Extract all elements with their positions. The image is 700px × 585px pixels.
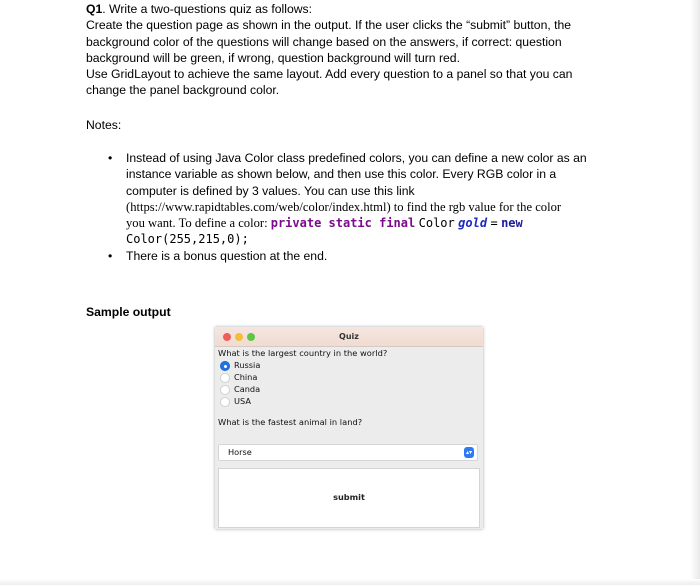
code-keyword: private static final <box>270 216 416 231</box>
question-line: background will be green, if wrong, question background will turn red. <box>86 50 460 65</box>
code-variable: gold <box>458 216 488 231</box>
option-label: Canda <box>234 384 261 394</box>
note-line-text: you want. To define a color: <box>126 216 271 231</box>
page-edge-shadow <box>690 0 700 585</box>
notes-label: Notes: <box>86 118 122 132</box>
note-code-line <box>126 215 608 231</box>
note-line: instance variable as shown below, and then use this color. Every RGB color in a <box>126 167 557 182</box>
radio-icon[interactable] <box>220 385 230 395</box>
code-operator: = <box>490 216 498 231</box>
option-label: China <box>234 372 258 382</box>
question-panel-1 <box>215 347 483 415</box>
list-item <box>108 150 608 248</box>
question-heading <box>86 1 606 17</box>
answer-combobox[interactable] <box>218 444 478 461</box>
sample-output-label: Sample output <box>86 305 171 319</box>
radio-icon[interactable] <box>220 373 230 383</box>
question-intro: . Write a two-questions quiz as follows: <box>102 2 313 16</box>
code-new: new <box>501 216 523 231</box>
note-line: computer is defined by 3 values. You can use this link <box>126 183 415 198</box>
question-line: Create the question page as shown in the output. If the user clicks the “submit” button, the <box>86 18 572 33</box>
chevron-updown-icon[interactable]: ▴▾ <box>465 449 473 456</box>
bullet-icon: • <box>108 248 113 263</box>
question-line: background color of the questions will change based on the answers, if correct: question <box>86 34 562 49</box>
note-line: There is a bonus question at the end. <box>126 248 328 263</box>
notes-list <box>108 150 608 264</box>
submit-button[interactable]: submit <box>218 468 480 528</box>
question-1-text: What is the largest country in the world? <box>218 348 388 358</box>
question-2-text: What is the fastest animal in land? <box>218 417 363 427</box>
radio-selected-icon[interactable] <box>220 361 230 371</box>
question-line: change the panel background color. <box>86 83 280 98</box>
list-item <box>108 248 608 264</box>
option-label: Russia <box>234 360 261 370</box>
question-panel-2 <box>215 415 483 527</box>
quiz-window <box>215 327 483 529</box>
window-titlebar[interactable] <box>215 327 483 347</box>
bullet-icon: • <box>108 151 113 165</box>
window-title: Quiz <box>339 332 359 341</box>
question-block <box>86 1 606 99</box>
combobox-value: Horse <box>228 447 252 457</box>
note-line: Instead of using Java Color class predefined colors, you can define a new color as an <box>126 151 587 165</box>
note-line-url: (https://www.rapidtables.com/web/color/index.html) to find the rgb value for the color <box>126 199 562 214</box>
code-type: Color <box>418 216 455 231</box>
page-edge-shadow-bottom <box>0 579 700 585</box>
code-constructor: Color(255,215,0); <box>126 232 249 247</box>
question-line: Use GridLayout to achieve the same layout. Add every question to a panel so that you can <box>86 67 573 82</box>
question-number: Q1 <box>86 2 103 16</box>
option-label: USA <box>234 396 251 406</box>
radio-icon[interactable] <box>220 397 230 407</box>
